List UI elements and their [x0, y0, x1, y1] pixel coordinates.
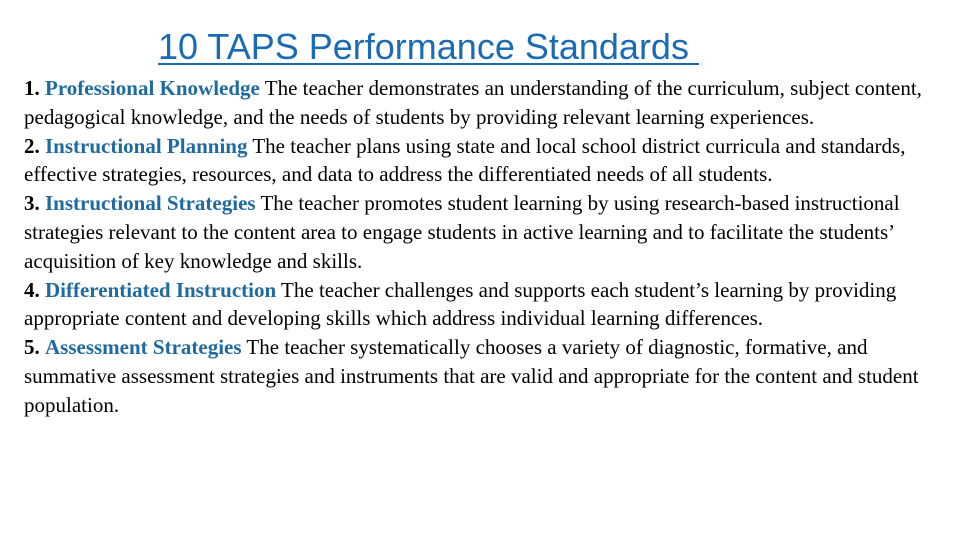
standard-item-professional-knowledge: [24, 74, 944, 132]
standard-term: Assessment Strategies: [45, 335, 242, 360]
standard-item-instructional-strategies: [24, 189, 944, 275]
standard-number: 3.: [24, 191, 40, 216]
standard-term: Instructional Planning: [45, 133, 248, 158]
standard-item-differentiated-instruction: [24, 276, 944, 334]
standard-description: The teacher challenges and supports each student’s learning by providing appropriate content and developing skills which address individual learning differences.: [24, 277, 897, 331]
standard-term: Professional Knowledge: [45, 76, 260, 100]
standard-description: The teacher demonstrates an understanding of the curriculum, subject content, pedagogical knowledge, and the needs of students by providing relevant learning experiences.: [24, 76, 922, 129]
standard-number: 5.: [24, 335, 40, 360]
standard-description: The teacher plans using state and local school district curricula and standards, effective strategies, resources, and data to address the differentiated needs of all students.: [24, 133, 906, 187]
standard-number: 2.: [24, 133, 40, 158]
standard-number: 4.: [24, 277, 40, 302]
slide-title: 10 TAPS Performance Standards: [158, 26, 699, 67]
standard-number: 1.: [24, 76, 40, 100]
standard-term: Differentiated Instruction: [45, 277, 277, 302]
standard-item-assessment-strategies: [24, 333, 944, 419]
standard-term: Instructional Strategies: [45, 191, 256, 216]
standard-description: The teacher promotes student learning by using research-based instructional strategies relevant to the content area to engage students in active learning and to facilitate the students’ acquisition of key knowledge and skills.: [24, 191, 900, 273]
standards-list: [24, 74, 944, 420]
standard-description: The teacher systematically chooses a variety of diagnostic, formative, and summative assessment strategies and instruments that are valid and appropriate for the content and student population.: [24, 335, 919, 417]
standard-item-instructional-planning: [24, 132, 944, 190]
